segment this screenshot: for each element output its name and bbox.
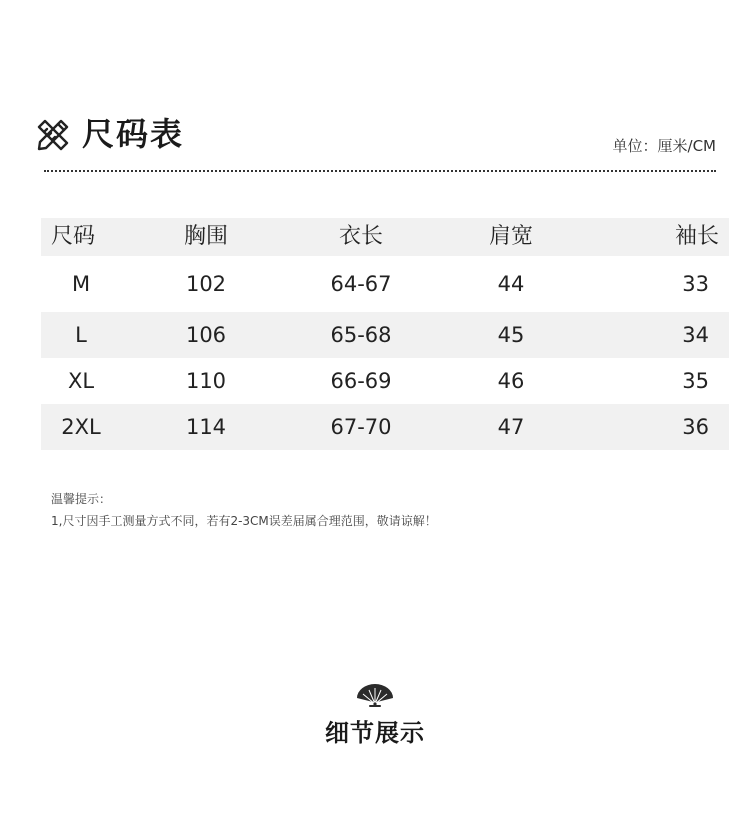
column-header-sleeve: 袖长 [674,224,719,249]
table-cell: 2XL [61,415,101,439]
column-header-size: 尺码 [51,224,96,249]
table-row [41,312,729,358]
table-cell: 46 [497,369,525,393]
details-section-header [0,682,750,750]
table-cell: M [71,272,91,296]
table-cell: 45 [497,323,525,347]
fan-icon [355,682,395,710]
table-cell: 64-67 [330,272,392,296]
table-row [41,404,729,450]
pencil-ruler-icon [36,118,70,152]
table-row [41,256,729,312]
table-cell: 65-68 [330,323,392,347]
table-row [41,358,729,404]
column-header-chest: 胸围 [183,224,228,249]
size-note [51,488,437,532]
table-cell: 36 [682,415,709,439]
size-chart-header [36,108,716,168]
table-cell: 102 [185,272,227,296]
table-cell: 67-70 [330,415,392,439]
column-header-shoulder: 肩宽 [488,224,533,249]
divider [44,170,716,172]
unit-label: 单位：厘米/CM [612,137,716,155]
page-title: 尺码表 [82,115,185,153]
table-cell: L [75,323,87,347]
table-cell: 35 [682,369,709,393]
table-cell: 110 [185,369,227,393]
table-cell: 66-69 [330,369,392,393]
table-cell: 106 [185,323,227,347]
table-cell: 33 [682,272,709,296]
column-header-length: 衣长 [338,224,383,249]
note-text: 1,尺寸因手工测量方式不同，若有2-3CM误差届属合理范围，敬请谅解！ [51,514,437,528]
note-heading: 温馨提示： [51,492,112,506]
table-cell: 114 [185,415,227,439]
table-cell: 44 [497,272,525,296]
size-table [41,218,729,450]
table-cell: 34 [682,323,709,347]
table-header-row [41,218,729,256]
table-cell: 47 [497,415,525,439]
table-cell: XL [67,369,95,393]
section-title: 细节展示 [325,719,425,747]
